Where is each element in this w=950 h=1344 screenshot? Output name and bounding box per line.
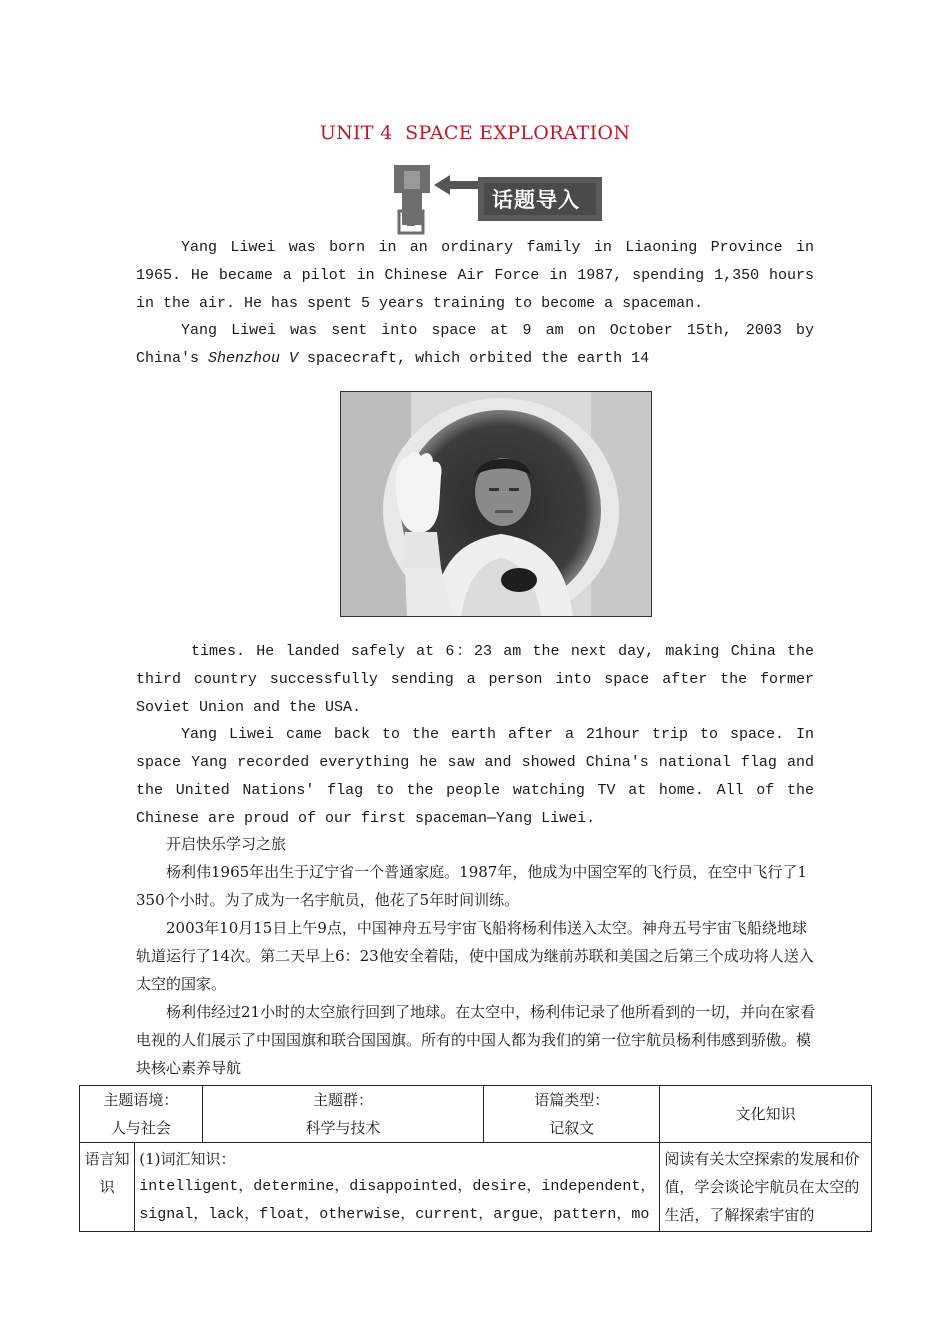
english-paragraph-1: Yang Liwei was born in an ordinary family in Liaoning Province in 1965. He became a pilot in Chinese Air Force in 1987, spending 1,350 hours in the air. He has spent 5 years training to become a spaceman. [136,239,814,312]
chinese-paragraph-2: 2003年10月15日上午9点，中国神舟五号宇宙飞船将杨利伟送入太空。神舟五号宇宙飞船绕地球轨道运行了14次。第二天早上6：23他安全着陆，使中国成为继前苏联和美国之后第三个成功将人送入太空的国家。 [136,919,814,993]
astronaut-waving-image [341,392,652,617]
chinese-paragraph-3: 杨利伟经过21小时的太空旅行回到了地球。在太空中，杨利伟记录了他所看到的一切，并向在家看电视的人们展示了中国国旗和联合国国旗。所有的中国人都为我们的第一位宇航员杨利伟感到骄傲。模块核心素养导航 [136,1003,816,1077]
english-paragraph-3: times. He landed safely at 6：23 am the next day, making China the third country successfully sending a person into space after the former Soviet Union and the USA. [136,643,814,716]
unit-title: UNIT 4 SPACE EXPLORATION [319,122,631,144]
chinese-heading: 开启快乐学习之旅 [166,835,287,853]
chinese-passage [136,830,816,1082]
vocabulary-cell: (1)词汇知识： intelligent，determine，disappointed，desire，independent， signal，lack，float，otherwise，current，argue，pattern，mo [135,1143,660,1232]
theme-group-cell: 主题群： 科学与技术 [202,1086,483,1143]
theme-context-cell: 主题语境： 人与社会 [80,1086,203,1143]
core-literacy-table [79,1085,872,1232]
astronaut-photo [340,391,652,617]
table-row [80,1086,872,1143]
spacecraft-name: Shenzhou V [208,350,299,368]
chinese-paragraph-1: 杨利伟1965年出生于辽宁省一个普通家庭。1987年，他成为中国空军的飞行员，在空中飞行了1 350个小时。为了成为一名宇航员，他花了5年时间训练。 [136,863,807,909]
culture-knowledge-header: 文化知识 [660,1086,872,1143]
english-passage-top [136,234,814,373]
topic-intro-banner [394,163,604,235]
text-type-cell: 语篇类型： 记叙文 [484,1086,660,1143]
english-passage-bottom [136,638,814,833]
english-paragraph-2: Yang Liwei was sent into space at 9 am on October 15th, 2003 by China's Shenzhou V spacecraft, which orbited the earth 14 [136,322,814,368]
language-knowledge-label: 语言知识 [80,1143,135,1232]
english-paragraph-4: Yang Liwei came back to the earth after a 21hour trip to space. In space Yang recorded everything he saw and showed China's national flag and the United Nations' flag to the people watching TV at home. All of the Chinese are proud of our first spaceman—Yang Liwei. [136,726,814,827]
culture-knowledge-text: 阅读有关太空探索的发展和价值，学会谈论宇航员在太空的生活，了解探索宇宙的 [660,1143,872,1232]
table-row [80,1143,872,1232]
banner-label: 话题导入 [492,188,580,212]
